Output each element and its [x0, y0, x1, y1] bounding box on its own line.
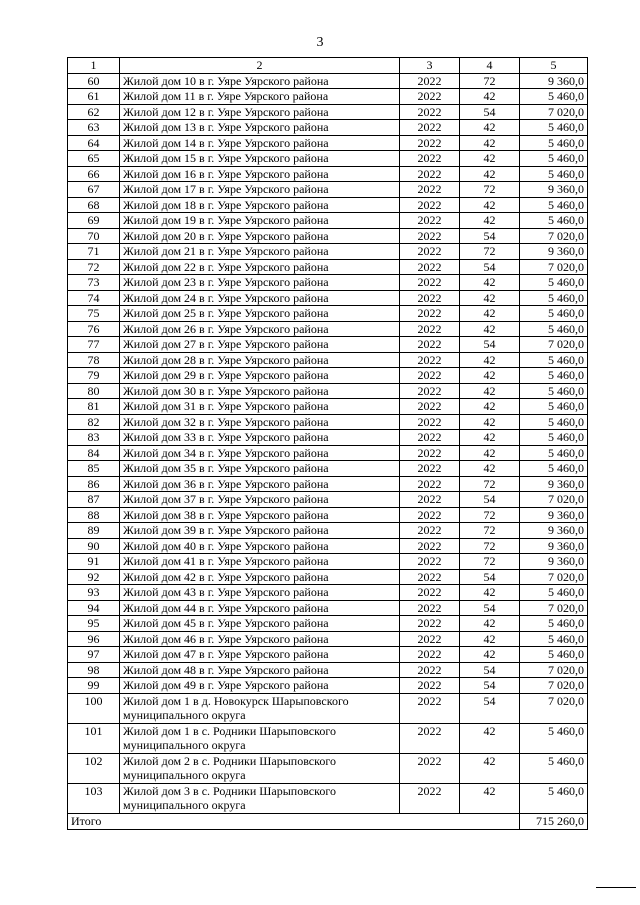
- table-row: [68, 569, 588, 585]
- row-col4: 42: [460, 120, 520, 136]
- row-sum: 5 460,0: [520, 631, 588, 647]
- row-year: 2022: [400, 461, 460, 477]
- row-sum: 9 360,0: [520, 244, 588, 260]
- row-name: Жилой дом 21 в г. Уяре Уярского района: [120, 244, 400, 260]
- row-name: Жилой дом 47 в г. Уяре Уярского района: [120, 647, 400, 663]
- row-sum: 7 020,0: [520, 337, 588, 353]
- row-name: Жилой дом 29 в г. Уяре Уярского района: [120, 368, 400, 384]
- table-row: [68, 783, 588, 813]
- row-number: 60: [68, 73, 120, 89]
- row-year: 2022: [400, 321, 460, 337]
- row-number: 79: [68, 368, 120, 384]
- table-row: [68, 244, 588, 260]
- table-row: [68, 213, 588, 229]
- row-number: 87: [68, 492, 120, 508]
- row-number: 64: [68, 135, 120, 151]
- row-number: 68: [68, 197, 120, 213]
- row-col4: 54: [460, 337, 520, 353]
- row-col4: 42: [460, 166, 520, 182]
- table-row: [68, 461, 588, 477]
- row-year: 2022: [400, 151, 460, 167]
- table-row: [68, 523, 588, 539]
- row-name: Жилой дом 37 в г. Уяре Уярского района: [120, 492, 400, 508]
- row-number: 74: [68, 290, 120, 306]
- row-name: Жилой дом 28 в г. Уяре Уярского района: [120, 352, 400, 368]
- row-number: 69: [68, 213, 120, 229]
- row-sum: 5 460,0: [520, 321, 588, 337]
- table-row: [68, 89, 588, 105]
- table-row: [68, 151, 588, 167]
- row-name: Жилой дом 1 в с. Родники Шарыповского муниципального округа: [120, 723, 400, 753]
- row-sum: 7 020,0: [520, 228, 588, 244]
- row-year: 2022: [400, 647, 460, 663]
- total-label: Итого: [68, 813, 520, 829]
- row-name: Жилой дом 49 в г. Уяре Уярского района: [120, 678, 400, 694]
- row-number: 70: [68, 228, 120, 244]
- row-sum: 5 460,0: [520, 213, 588, 229]
- row-sum: 5 460,0: [520, 290, 588, 306]
- table-row: [68, 476, 588, 492]
- table-row: [68, 368, 588, 384]
- row-year: 2022: [400, 538, 460, 554]
- row-year: 2022: [400, 507, 460, 523]
- table-row: [68, 182, 588, 198]
- row-col4: 72: [460, 554, 520, 570]
- table-row: [68, 414, 588, 430]
- row-year: 2022: [400, 383, 460, 399]
- row-sum: 5 460,0: [520, 430, 588, 446]
- table-row: [68, 383, 588, 399]
- row-sum: 5 460,0: [520, 461, 588, 477]
- table-row: [68, 166, 588, 182]
- row-year: 2022: [400, 523, 460, 539]
- row-year: 2022: [400, 337, 460, 353]
- row-col4: 42: [460, 321, 520, 337]
- row-year: 2022: [400, 399, 460, 415]
- row-sum: 5 460,0: [520, 647, 588, 663]
- total-sum: 715 260,0: [520, 813, 588, 829]
- row-number: 88: [68, 507, 120, 523]
- row-year: 2022: [400, 259, 460, 275]
- row-year: 2022: [400, 120, 460, 136]
- table-row: [68, 275, 588, 291]
- row-name: Жилой дом 30 в г. Уяре Уярского района: [120, 383, 400, 399]
- row-col4: 54: [460, 662, 520, 678]
- row-sum: 5 460,0: [520, 166, 588, 182]
- row-name: Жилой дом 12 в г. Уяре Уярского района: [120, 104, 400, 120]
- table-row: [68, 399, 588, 415]
- row-number: 92: [68, 569, 120, 585]
- table-row: [68, 538, 588, 554]
- row-year: 2022: [400, 275, 460, 291]
- row-year: 2022: [400, 445, 460, 461]
- row-col4: 72: [460, 538, 520, 554]
- row-col4: 54: [460, 600, 520, 616]
- row-sum: 9 360,0: [520, 73, 588, 89]
- row-year: 2022: [400, 104, 460, 120]
- row-name: Жилой дом 20 в г. Уяре Уярского района: [120, 228, 400, 244]
- row-name: Жилой дом 31 в г. Уяре Уярского района: [120, 399, 400, 415]
- row-name: Жилой дом 44 в г. Уяре Уярского района: [120, 600, 400, 616]
- row-sum: 5 460,0: [520, 352, 588, 368]
- row-sum: 5 460,0: [520, 275, 588, 291]
- table-row: [68, 135, 588, 151]
- table-row: [68, 600, 588, 616]
- table-row: [68, 337, 588, 353]
- table-row: [68, 104, 588, 120]
- row-col4: 42: [460, 399, 520, 415]
- row-col4: 42: [460, 616, 520, 632]
- row-year: 2022: [400, 631, 460, 647]
- row-year: 2022: [400, 585, 460, 601]
- row-col4: 42: [460, 647, 520, 663]
- row-year: 2022: [400, 723, 460, 753]
- table-row: [68, 306, 588, 322]
- table-row: [68, 662, 588, 678]
- row-name: Жилой дом 36 в г. Уяре Уярского района: [120, 476, 400, 492]
- row-col4: 54: [460, 104, 520, 120]
- row-year: 2022: [400, 166, 460, 182]
- row-col4: 54: [460, 693, 520, 723]
- table-row: [68, 554, 588, 570]
- row-col4: 54: [460, 569, 520, 585]
- table-row: [68, 678, 588, 694]
- housing-table: [67, 57, 588, 830]
- row-sum: 5 460,0: [520, 399, 588, 415]
- row-year: 2022: [400, 244, 460, 260]
- row-year: 2022: [400, 492, 460, 508]
- table-row: [68, 693, 588, 723]
- row-sum: 5 460,0: [520, 197, 588, 213]
- row-year: 2022: [400, 213, 460, 229]
- row-year: 2022: [400, 753, 460, 783]
- row-number: 82: [68, 414, 120, 430]
- row-sum: 9 360,0: [520, 554, 588, 570]
- page-number: 3: [316, 35, 324, 50]
- row-year: 2022: [400, 430, 460, 446]
- row-sum: 7 020,0: [520, 662, 588, 678]
- table-row: [68, 290, 588, 306]
- row-year: 2022: [400, 662, 460, 678]
- row-year: 2022: [400, 569, 460, 585]
- row-col4: 72: [460, 182, 520, 198]
- footer-line: [596, 887, 636, 888]
- row-col4: 42: [460, 753, 520, 783]
- row-year: 2022: [400, 783, 460, 813]
- table-header-row: [68, 58, 588, 74]
- row-col4: 72: [460, 476, 520, 492]
- table-row: [68, 197, 588, 213]
- row-col4: 72: [460, 73, 520, 89]
- row-sum: 5 460,0: [520, 753, 588, 783]
- row-number: 78: [68, 352, 120, 368]
- row-sum: 5 460,0: [520, 368, 588, 384]
- table-row: [68, 228, 588, 244]
- row-col4: 42: [460, 368, 520, 384]
- row-year: 2022: [400, 476, 460, 492]
- row-col4: 42: [460, 89, 520, 105]
- row-col4: 42: [460, 275, 520, 291]
- row-number: 96: [68, 631, 120, 647]
- row-col4: 72: [460, 507, 520, 523]
- header-cell-1: 1: [68, 58, 120, 74]
- row-col4: 42: [460, 352, 520, 368]
- row-year: 2022: [400, 228, 460, 244]
- row-sum: 5 460,0: [520, 120, 588, 136]
- row-name: Жилой дом 41 в г. Уяре Уярского района: [120, 554, 400, 570]
- row-col4: 72: [460, 244, 520, 260]
- row-number: 91: [68, 554, 120, 570]
- table-row: [68, 430, 588, 446]
- row-year: 2022: [400, 616, 460, 632]
- row-number: 102: [68, 753, 120, 783]
- row-number: 97: [68, 647, 120, 663]
- row-name: Жилой дом 35 в г. Уяре Уярского района: [120, 461, 400, 477]
- row-sum: 7 020,0: [520, 569, 588, 585]
- row-sum: 5 460,0: [520, 414, 588, 430]
- row-name: Жилой дом 24 в г. Уяре Уярского района: [120, 290, 400, 306]
- table-row: [68, 585, 588, 601]
- row-number: 100: [68, 693, 120, 723]
- row-name: Жилой дом 23 в г. Уяре Уярского района: [120, 275, 400, 291]
- row-number: 83: [68, 430, 120, 446]
- row-sum: 7 020,0: [520, 259, 588, 275]
- row-sum: 7 020,0: [520, 492, 588, 508]
- row-name: Жилой дом 43 в г. Уяре Уярского района: [120, 585, 400, 601]
- row-number: 94: [68, 600, 120, 616]
- row-number: 71: [68, 244, 120, 260]
- row-number: 84: [68, 445, 120, 461]
- row-number: 103: [68, 783, 120, 813]
- row-col4: 42: [460, 290, 520, 306]
- row-year: 2022: [400, 182, 460, 198]
- table-body: [68, 58, 588, 830]
- row-sum: 5 460,0: [520, 383, 588, 399]
- row-name: Жилой дом 16 в г. Уяре Уярского района: [120, 166, 400, 182]
- row-name: Жилой дом 48 в г. Уяре Уярского района: [120, 662, 400, 678]
- row-number: 81: [68, 399, 120, 415]
- header-cell-3: 3: [400, 58, 460, 74]
- row-year: 2022: [400, 600, 460, 616]
- row-year: 2022: [400, 678, 460, 694]
- table-row: [68, 507, 588, 523]
- header-cell-5: 5: [520, 58, 588, 74]
- row-number: 61: [68, 89, 120, 105]
- row-col4: 42: [460, 306, 520, 322]
- row-name: Жилой дом 42 в г. Уяре Уярского района: [120, 569, 400, 585]
- row-col4: 54: [460, 259, 520, 275]
- header-cell-4: 4: [460, 58, 520, 74]
- row-col4: 42: [460, 135, 520, 151]
- table-row: [68, 723, 588, 753]
- row-name: Жилой дом 32 в г. Уяре Уярского района: [120, 414, 400, 430]
- row-col4: 42: [460, 151, 520, 167]
- row-sum: 5 460,0: [520, 135, 588, 151]
- row-year: 2022: [400, 135, 460, 151]
- row-sum: 7 020,0: [520, 678, 588, 694]
- row-name: Жилой дом 19 в г. Уяре Уярского района: [120, 213, 400, 229]
- row-name: Жилой дом 46 в г. Уяре Уярского района: [120, 631, 400, 647]
- row-name: Жилой дом 39 в г. Уяре Уярского района: [120, 523, 400, 539]
- header-cell-2: 2: [120, 58, 400, 74]
- row-name: Жилой дом 10 в г. Уяре Уярского района: [120, 73, 400, 89]
- row-col4: 54: [460, 678, 520, 694]
- row-number: 77: [68, 337, 120, 353]
- row-number: 89: [68, 523, 120, 539]
- row-col4: 72: [460, 523, 520, 539]
- row-sum: 5 460,0: [520, 445, 588, 461]
- row-year: 2022: [400, 89, 460, 105]
- total-row: [68, 813, 588, 829]
- row-sum: 5 460,0: [520, 151, 588, 167]
- row-number: 86: [68, 476, 120, 492]
- table-row: [68, 120, 588, 136]
- row-year: 2022: [400, 693, 460, 723]
- row-number: 72: [68, 259, 120, 275]
- row-name: Жилой дом 34 в г. Уяре Уярского района: [120, 445, 400, 461]
- row-sum: 7 020,0: [520, 600, 588, 616]
- row-sum: 5 460,0: [520, 616, 588, 632]
- row-name: Жилой дом 14 в г. Уяре Уярского района: [120, 135, 400, 151]
- row-name: Жилой дом 13 в г. Уяре Уярского района: [120, 120, 400, 136]
- row-year: 2022: [400, 368, 460, 384]
- row-name: Жилой дом 45 в г. Уяре Уярского района: [120, 616, 400, 632]
- table-row: [68, 492, 588, 508]
- row-col4: 42: [460, 585, 520, 601]
- row-number: 101: [68, 723, 120, 753]
- row-sum: 9 360,0: [520, 182, 588, 198]
- row-year: 2022: [400, 73, 460, 89]
- row-number: 95: [68, 616, 120, 632]
- row-name: Жилой дом 1 в д. Новокурск Шарыповского муниципального округа: [120, 693, 400, 723]
- row-sum: 9 360,0: [520, 523, 588, 539]
- table-row: [68, 445, 588, 461]
- table-row: [68, 352, 588, 368]
- row-col4: 42: [460, 723, 520, 753]
- row-col4: 42: [460, 430, 520, 446]
- row-number: 98: [68, 662, 120, 678]
- row-sum: 9 360,0: [520, 507, 588, 523]
- row-col4: 42: [460, 197, 520, 213]
- table-row: [68, 753, 588, 783]
- row-number: 80: [68, 383, 120, 399]
- row-number: 75: [68, 306, 120, 322]
- row-name: Жилой дом 11 в г. Уяре Уярского района: [120, 89, 400, 105]
- row-sum: 7 020,0: [520, 693, 588, 723]
- row-col4: 42: [460, 383, 520, 399]
- row-name: Жилой дом 33 в г. Уяре Уярского района: [120, 430, 400, 446]
- table-row: [68, 647, 588, 663]
- row-number: 93: [68, 585, 120, 601]
- table-row: [68, 321, 588, 337]
- row-number: 73: [68, 275, 120, 291]
- row-name: Жилой дом 3 в с. Родники Шарыповского муниципального округа: [120, 783, 400, 813]
- row-number: 85: [68, 461, 120, 477]
- row-name: Жилой дом 2 в с. Родники Шарыповского муниципального округа: [120, 753, 400, 783]
- row-sum: 7 020,0: [520, 104, 588, 120]
- row-year: 2022: [400, 290, 460, 306]
- row-number: 66: [68, 166, 120, 182]
- row-sum: 5 460,0: [520, 723, 588, 753]
- table-row: [68, 631, 588, 647]
- row-name: Жилой дом 17 в г. Уяре Уярского района: [120, 182, 400, 198]
- row-col4: 42: [460, 414, 520, 430]
- row-sum: 9 360,0: [520, 476, 588, 492]
- row-year: 2022: [400, 554, 460, 570]
- row-number: 99: [68, 678, 120, 694]
- row-number: 62: [68, 104, 120, 120]
- row-sum: 5 460,0: [520, 585, 588, 601]
- row-name: Жилой дом 27 в г. Уяре Уярского района: [120, 337, 400, 353]
- row-sum: 5 460,0: [520, 306, 588, 322]
- table-row: [68, 616, 588, 632]
- row-year: 2022: [400, 414, 460, 430]
- row-col4: 42: [460, 783, 520, 813]
- row-sum: 5 460,0: [520, 89, 588, 105]
- row-col4: 42: [460, 631, 520, 647]
- row-year: 2022: [400, 306, 460, 322]
- row-name: Жилой дом 26 в г. Уяре Уярского района: [120, 321, 400, 337]
- row-name: Жилой дом 18 в г. Уяре Уярского района: [120, 197, 400, 213]
- row-number: 76: [68, 321, 120, 337]
- row-name: Жилой дом 22 в г. Уяре Уярского района: [120, 259, 400, 275]
- row-sum: 5 460,0: [520, 783, 588, 813]
- row-name: Жилой дом 38 в г. Уяре Уярского района: [120, 507, 400, 523]
- row-col4: 42: [460, 461, 520, 477]
- row-col4: 54: [460, 492, 520, 508]
- row-col4: 42: [460, 213, 520, 229]
- row-col4: 54: [460, 228, 520, 244]
- row-year: 2022: [400, 352, 460, 368]
- row-year: 2022: [400, 197, 460, 213]
- table-row: [68, 259, 588, 275]
- row-name: Жилой дом 15 в г. Уяре Уярского района: [120, 151, 400, 167]
- row-name: Жилой дом 40 в г. Уяре Уярского района: [120, 538, 400, 554]
- row-number: 90: [68, 538, 120, 554]
- row-col4: 42: [460, 445, 520, 461]
- row-number: 65: [68, 151, 120, 167]
- row-name: Жилой дом 25 в г. Уяре Уярского района: [120, 306, 400, 322]
- row-sum: 9 360,0: [520, 538, 588, 554]
- table-row: [68, 73, 588, 89]
- row-number: 67: [68, 182, 120, 198]
- row-number: 63: [68, 120, 120, 136]
